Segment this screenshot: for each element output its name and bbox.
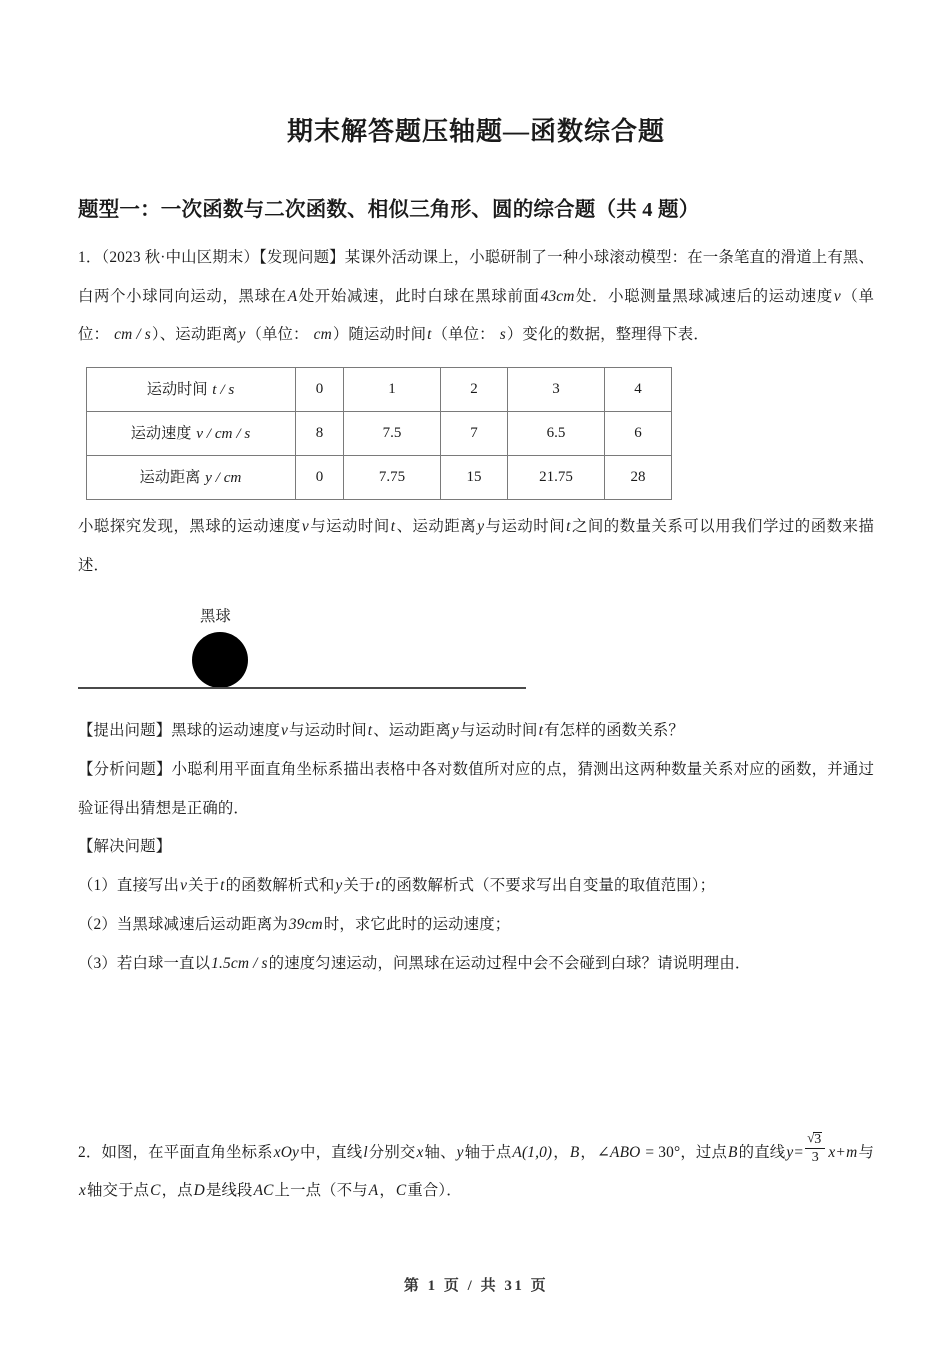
motion-data-table — [86, 367, 672, 500]
unit-cm-per-s: cm / s — [114, 326, 151, 344]
value-39cm: 39cm — [288, 915, 323, 933]
table-cell: 28 — [605, 456, 672, 500]
data-table-wrapper — [78, 355, 874, 508]
page-title: 期末解答题压轴题—函数综合题 — [286, 117, 665, 146]
after-table-text-1: 小聪探究发现，黑球的运动速度 — [78, 518, 301, 536]
angle-ABO: ∠ABO — [596, 1143, 641, 1161]
fraction-sqrt3-over-3 — [805, 1132, 825, 1166]
pose-text-5: 有怎样的函数关系？ — [544, 721, 684, 739]
problem-1-body-part6: ）变化的数据，整理得下表． — [506, 326, 709, 344]
problem-2-line2-part5: 上一点（不与 — [274, 1182, 368, 1200]
question-1 — [78, 867, 874, 906]
question-3 — [78, 945, 874, 984]
row-header-text: 运动速度 — [130, 425, 192, 443]
analyze-problem-paragraph — [78, 751, 874, 829]
table-row — [87, 456, 672, 500]
table-cell: 6.5 — [508, 412, 605, 456]
axis-x: x — [416, 1143, 424, 1161]
page-footer: 第 1 页 / 共 31 页 — [403, 1278, 549, 1294]
row-header-text: 运动距离 — [139, 469, 201, 487]
pose-text-1: 黑球的运动速度 — [171, 721, 281, 739]
coordinate-system-xOy: xOy — [273, 1143, 299, 1161]
problem-1-statement: 1．（2023 秋·中山区期末）【发现问题】某课外活动课上，小聪研制了一种小球滚动模型：在一条笔直的滑道上有黑、白两个小球同向运动，黑球在A处开始减速，此时白球在黑球前面43cm处．小聪测量黑球减速后的运动速度v（单位： cm / s）、运动距离y（单位： cm）随运动时间t（单位： s）变化的数据，整理得下表． — [78, 248, 875, 344]
problem-2-line1-part2: 中，直线 — [299, 1143, 363, 1161]
table-row-header — [87, 456, 296, 500]
variable-v: v — [281, 721, 289, 739]
equation-x: x — [828, 1143, 836, 1161]
question-2 — [78, 906, 874, 945]
problem-2-line1-part7: ， — [580, 1143, 596, 1161]
unit-cm: cm — [313, 326, 332, 344]
row-header-var: t / s — [212, 381, 235, 399]
problem-1-body-part3: 处．小聪测量黑球减速后的运动速度 — [575, 287, 833, 305]
variable-t: t — [566, 518, 571, 536]
sqrt-icon — [808, 1132, 822, 1148]
problem-2-line2-part6: ， — [379, 1182, 395, 1200]
variable-y: y — [238, 326, 246, 344]
analyze-text: 小聪利用平面直角坐标系描出表格中各对数值所对应的点，猜测出这两种数量关系对应的函数，并通过验证得出猜想是正确的． — [78, 760, 874, 817]
equation-equals: = — [794, 1143, 804, 1161]
variable-v: v — [301, 518, 309, 536]
table-cell: 0 — [296, 456, 344, 500]
solve-problem-tag: 【解决问题】 — [78, 838, 172, 856]
pose-problem-paragraph — [78, 712, 874, 751]
point-label-B: B — [728, 1143, 738, 1161]
problem-2-line1-part1: ．如图，在平面直角坐标系 — [85, 1143, 273, 1161]
variable-t: t — [538, 721, 544, 739]
unit-label-2: （单位： — [246, 326, 309, 344]
unit-label-1: （单位： — [78, 287, 874, 344]
problem-1-body-part5: ）随运动时间 — [332, 326, 427, 344]
table-cell: 7 — [441, 412, 508, 456]
unit-s: s — [499, 326, 506, 344]
problem-2-statement — [78, 1131, 875, 1212]
problem-1-number: 1 — [78, 248, 86, 266]
problem-2-line1-part4: 轴、 — [424, 1143, 456, 1161]
problem-1-body-part4: ）、运动距离 — [151, 326, 238, 344]
black-ball-label: 黑球 — [200, 607, 231, 625]
question-1-prefix: （1）直接写出 — [78, 877, 180, 895]
unit-label-3: （单位： — [432, 326, 495, 344]
problem-1-body-part2: 处开始减速，此时白球在黑球前面 — [298, 287, 540, 305]
tag-pose-problem: 【提出问题】 — [78, 721, 172, 739]
point-label-C: C — [150, 1182, 161, 1200]
table-row — [87, 412, 672, 456]
table-cell: 4 — [605, 368, 672, 412]
table-cell: 1 — [344, 368, 441, 412]
problem-2-line1-part5: 轴于点 — [464, 1143, 512, 1161]
problem-2-line2-part7: 重合）． — [407, 1182, 462, 1200]
table-cell: 2 — [441, 368, 508, 412]
row-header-var: y / cm — [205, 469, 242, 487]
pose-text-2: 与运动时间 — [289, 721, 367, 739]
after-table-text-2: 与运动时间 — [309, 518, 390, 536]
table-row-header — [87, 412, 296, 456]
distance-43cm: 43cm — [540, 287, 575, 305]
question-3-suffix: 的速度匀速运动，问黑球在运动过程中会不会碰到白球？请说明理由． — [268, 954, 751, 972]
table-cell: 21.75 — [508, 456, 605, 500]
table-cell: 0 — [296, 368, 344, 412]
problem-1-body-part1: 某课外活动课上，小聪研制了一种小球滚动模型：在一条笔直的滑道上有黑、白两个小球同向运动，黑球在 — [78, 248, 875, 305]
question-3-prefix: （3）若白球一直以 — [78, 954, 211, 972]
question-1-mid-2: 的函数解析式和 — [225, 877, 335, 895]
axis-y: y — [456, 1143, 464, 1161]
problem-2-line1-part8: ，过点 — [680, 1143, 728, 1161]
question-2-prefix: （2）当黑球减速后运动距离为 — [78, 915, 288, 933]
variable-t: t — [367, 721, 373, 739]
fraction-denominator: 3 — [811, 1150, 819, 1166]
variable-t: t — [390, 518, 396, 536]
angle-value: = 30° — [641, 1143, 681, 1161]
table-row — [87, 368, 672, 412]
pose-text-3: 、运动距离 — [373, 721, 451, 739]
after-table-text-4: 与运动时间 — [485, 518, 566, 536]
problem-2-line2-part1: 与 — [858, 1143, 875, 1161]
problem-2-line1-part6: ， — [553, 1143, 569, 1161]
point-label-C: C — [395, 1182, 407, 1200]
variable-v: v — [180, 877, 188, 895]
section-heading: 题型一：一次函数与二次函数、相似三角形、圆的综合题（共 4 题） — [78, 199, 700, 222]
table-cell: 7.5 — [344, 412, 441, 456]
point-label-B: B — [569, 1143, 580, 1161]
tag-discover-problem: 【发现问题】 — [259, 248, 345, 266]
question-1-mid-3: 关于 — [343, 877, 375, 895]
row-header-text: 运动时间 — [146, 381, 208, 399]
point-label-D: D — [193, 1182, 205, 1200]
table-cell: 15 — [441, 456, 508, 500]
variable-t: t — [220, 877, 225, 895]
problem-1-source: （2023 秋·中山区期末） — [101, 248, 260, 266]
problem-2-line2-part3: ，点 — [161, 1182, 193, 1200]
value-1point5-cm-per-s: 1.5cm / s — [211, 954, 268, 972]
pose-text-4: 与运动时间 — [459, 721, 538, 739]
segment-AC: AC — [253, 1182, 274, 1200]
variable-y: y — [335, 877, 343, 895]
problem-2-line1-part9: 的直线 — [738, 1143, 786, 1161]
equation-m: m — [846, 1143, 858, 1161]
slide-track-line — [78, 687, 526, 689]
radicand: 3 — [814, 1131, 822, 1147]
point-A-coords: A(1,0) — [512, 1143, 553, 1161]
after-table-paragraph — [78, 508, 874, 586]
problem-2-line1-part3: 分别交 — [368, 1143, 416, 1161]
question-2-suffix: 时，求它此时的运动速度； — [323, 915, 511, 933]
point-label-A: A — [368, 1182, 379, 1200]
table-cell: 8 — [296, 412, 344, 456]
problem-2-line2-part2: 轴交于点 — [86, 1182, 150, 1200]
row-header-var: v / cm / s — [196, 425, 251, 443]
answer-space — [78, 984, 874, 1134]
problem-2-number: 2 — [78, 1143, 86, 1161]
equation-y: y — [786, 1143, 794, 1161]
after-table-text-5: 之间的数量关系可以用我们学过的函数来描述． — [78, 518, 874, 575]
black-ball-figure — [78, 604, 874, 712]
axis-x: x — [79, 1182, 86, 1200]
variable-t: t — [375, 877, 380, 895]
table-row-header — [87, 368, 296, 412]
table-cell: 7.75 — [344, 456, 441, 500]
table-cell: 6 — [605, 412, 672, 456]
fraction-numerator — [805, 1132, 825, 1150]
variable-v: v — [833, 287, 841, 305]
after-table-text-3: 、运动距离 — [396, 518, 477, 536]
question-1-mid-1: 关于 — [188, 877, 220, 895]
question-1-suffix: 的函数解析式（不要求写出自变量的取值范围）； — [380, 877, 716, 895]
problem-2-line2-part4: 是线段 — [205, 1182, 253, 1200]
variable-y: y — [477, 518, 485, 536]
variable-y: y — [451, 721, 459, 739]
black-ball-icon — [192, 632, 248, 688]
line-label-l: l — [363, 1143, 368, 1161]
point-label-A: A — [287, 287, 298, 305]
variable-t: t — [427, 326, 432, 344]
tag-analyze-problem: 【分析问题】 — [78, 760, 172, 778]
table-cell: 3 — [508, 368, 605, 412]
equation-plus: + — [836, 1143, 846, 1161]
